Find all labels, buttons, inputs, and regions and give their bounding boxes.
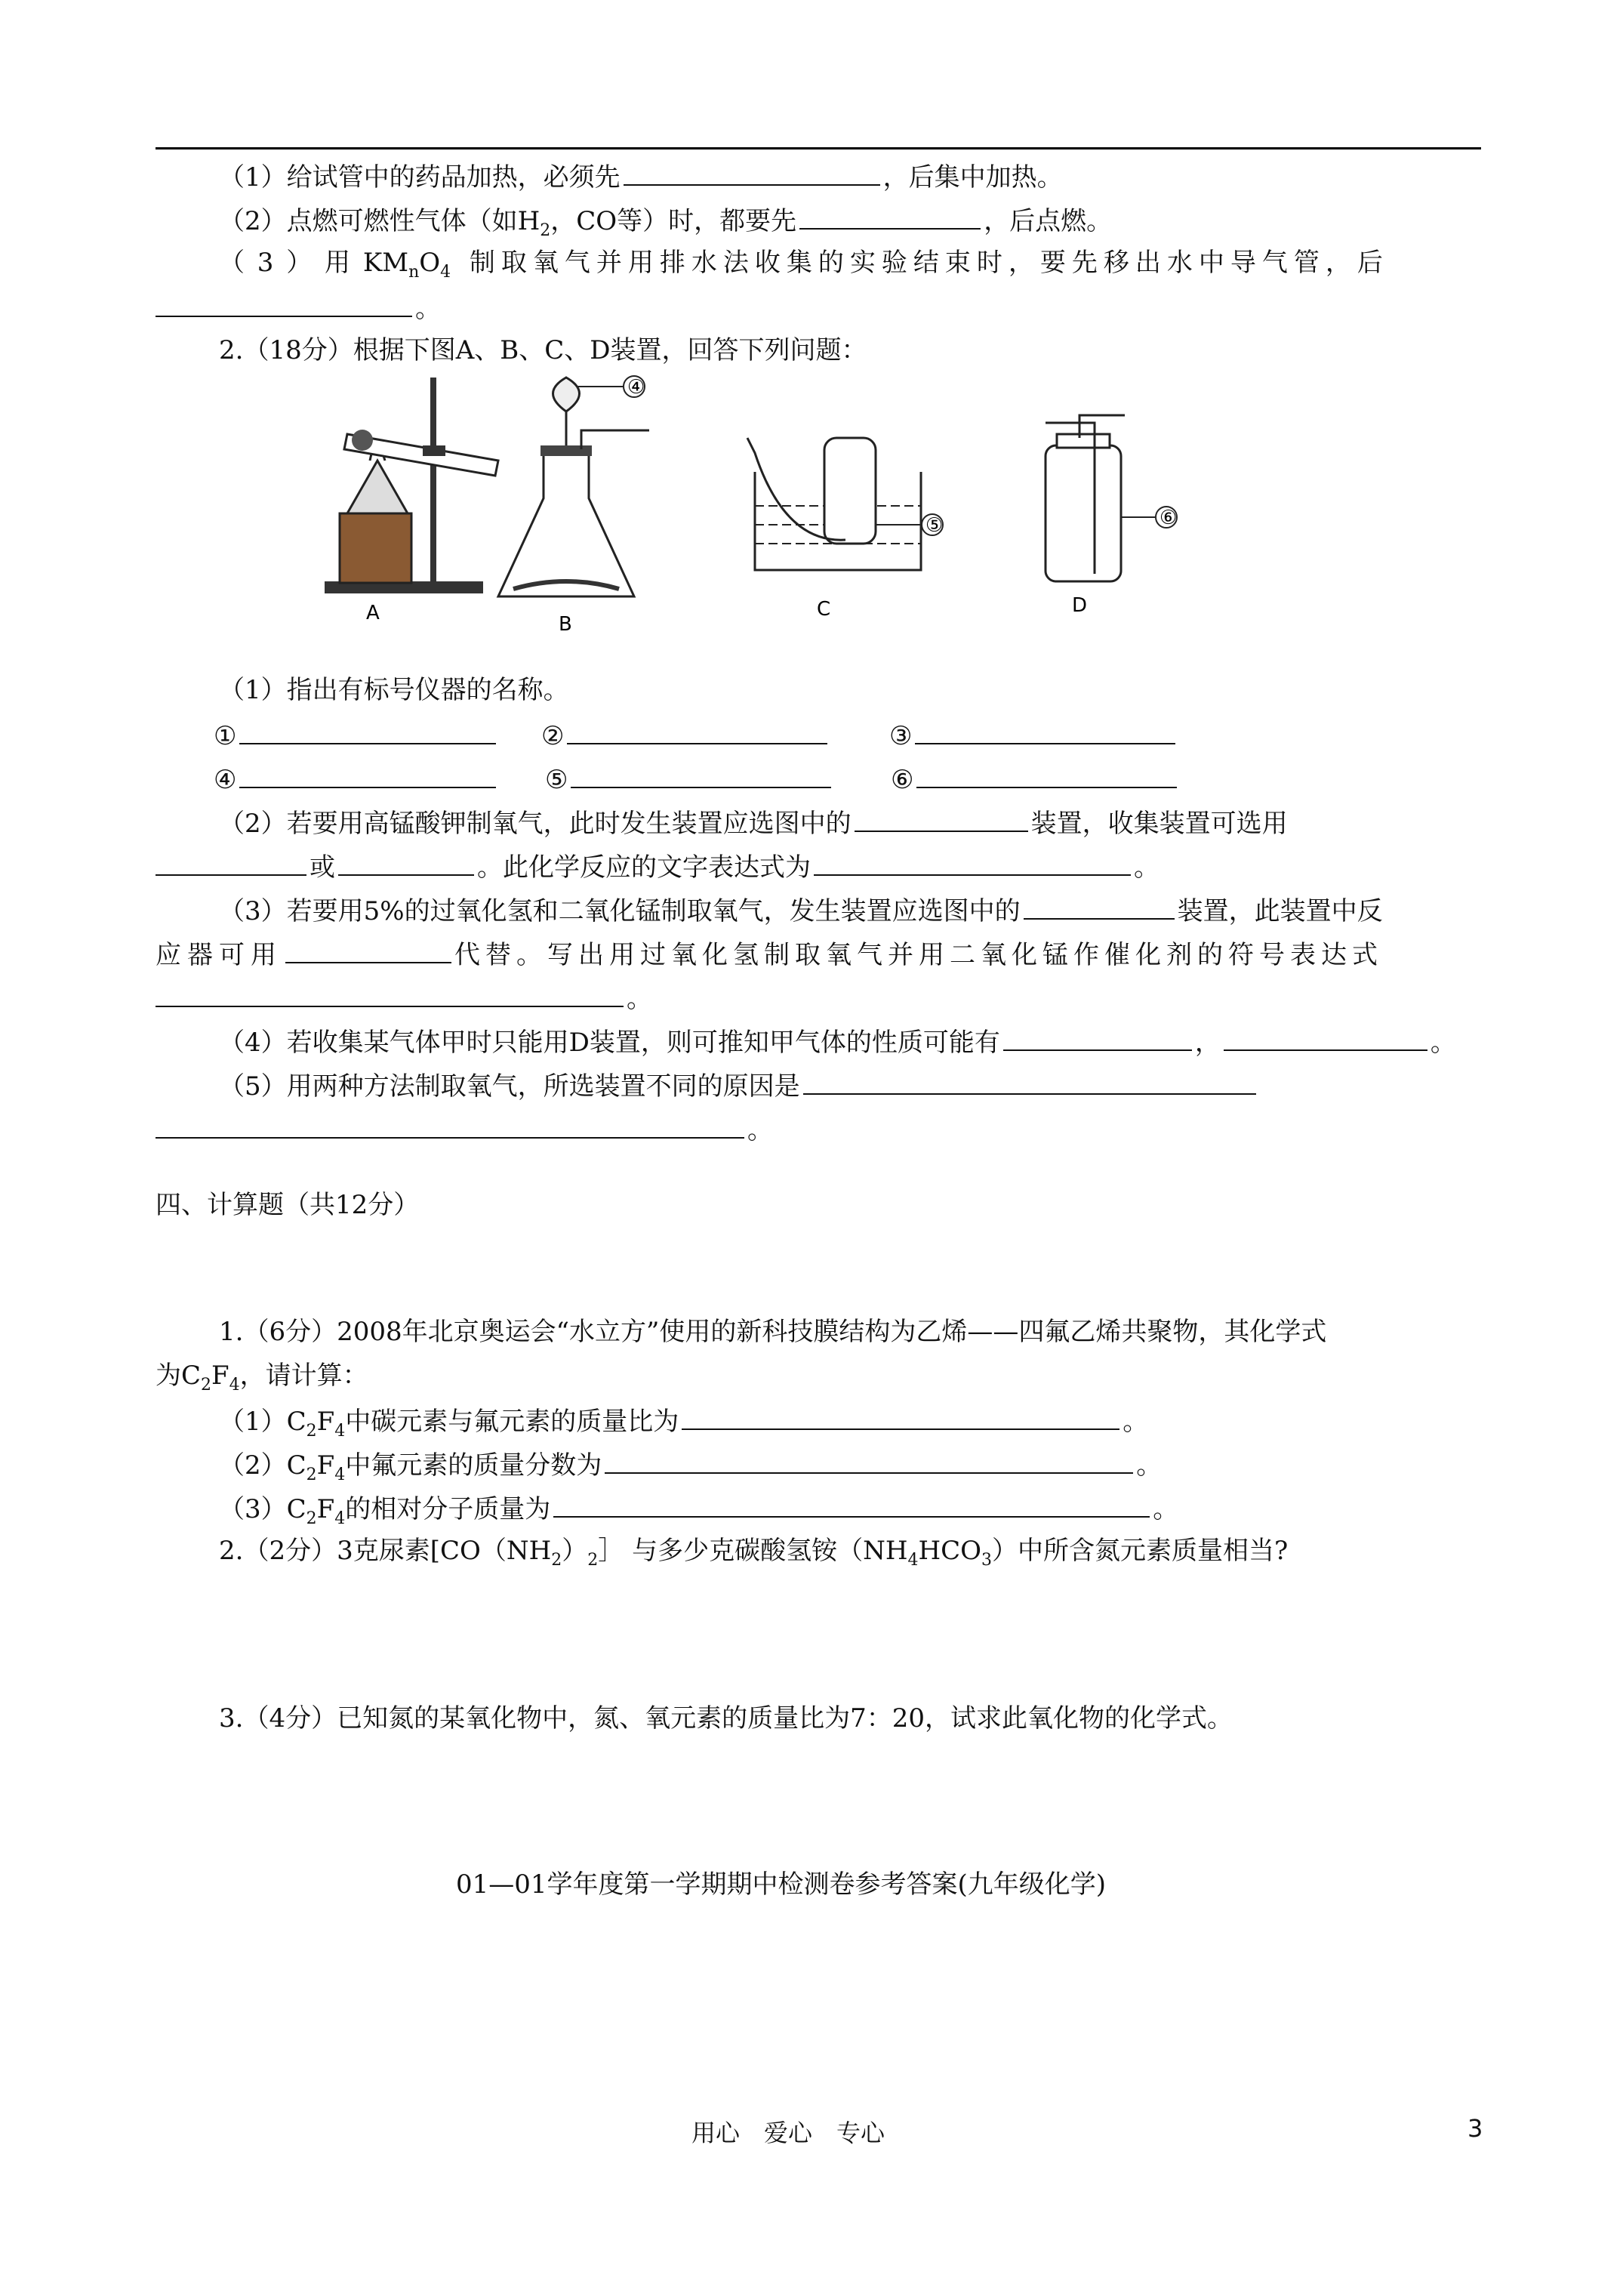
mark: ② [541, 721, 565, 751]
answer-blank[interactable] [1003, 1024, 1192, 1051]
subquestion-2-cont [156, 849, 1160, 884]
text: 。 [415, 294, 441, 324]
subscript: 4 [334, 1465, 346, 1484]
text: ， [1194, 1028, 1221, 1058]
subscript: 4 [334, 1421, 346, 1441]
rubber-stopper [540, 445, 592, 456]
text: F [211, 1361, 229, 1391]
apparatus-figure [317, 362, 1208, 642]
answer-blank[interactable] [285, 936, 451, 963]
stand-rod [430, 378, 436, 583]
subquestion-2 [219, 805, 1288, 840]
blank-row-1b [541, 717, 830, 753]
text: 。 [1430, 1028, 1456, 1058]
subscript: 2 [201, 1375, 212, 1395]
subscript: 2 [540, 220, 551, 240]
text: （3）C [219, 1494, 306, 1524]
text: HCO [918, 1536, 982, 1566]
text: 装置，收集装置可选用 [1030, 809, 1288, 839]
subquestion-3 [219, 892, 1383, 928]
question-line [219, 202, 1112, 248]
label-c: C [817, 598, 831, 621]
text: （3）若要用5%的过氧化氢和二氧化锰制取氧气，发生装置应选图中的 [219, 896, 1021, 926]
apparatus-d [1046, 415, 1177, 617]
text: ，请计算： [239, 1361, 368, 1391]
subscript: n [408, 262, 420, 282]
label-d: D [1072, 594, 1088, 617]
question-line [219, 159, 1063, 194]
text: 中氟元素的质量分数为 [345, 1450, 602, 1481]
stopper [352, 430, 373, 451]
calc-q1: 1.（6分）2008年北京奥运会“水立方”使用的新科技膜结构为乙烯——四氟乙烯共聚物，其化学式 [219, 1317, 1327, 1347]
footer-motto: 用心 爱心 专心 [691, 2119, 885, 2147]
text: 制取氧气并用排水法收集的实验结束时，要先移出水中导气管，后 [451, 248, 1389, 278]
text: 。 [747, 1115, 773, 1145]
answer-blank[interactable] [156, 980, 624, 1007]
text: 中碳元素与氟元素的质量比为 [345, 1407, 679, 1437]
calc-q3: 3.（4分）已知氮的某氧化物中，氮、氧元素的质量比为7：20，试求此氧化物的化学式。 [219, 1703, 1233, 1734]
text: F [316, 1494, 335, 1524]
question-line [156, 290, 441, 325]
question-line [219, 246, 1389, 289]
text: 或 [310, 852, 335, 883]
gas-bottle [824, 438, 876, 544]
text: 应器可用 [156, 940, 282, 970]
alcohol-lamp [347, 461, 408, 513]
blank-row-1c [889, 717, 1178, 753]
text: 。 [627, 984, 652, 1014]
q2-intro: 2.（18分）根据下图A、B、C、D装置，回答下列问题： [219, 335, 867, 365]
text: F [316, 1450, 335, 1481]
subscript: 2 [306, 1421, 317, 1441]
answer-blank[interactable] [814, 849, 1131, 876]
answer-blank[interactable] [553, 1490, 1150, 1518]
subscript: 4 [440, 262, 451, 282]
answer-key-title: 01—01学年度第一学期期中检测卷参考答案(九年级化学) [456, 1869, 1107, 1900]
text: 。 [1123, 1407, 1149, 1437]
blank-row-2 [214, 761, 499, 797]
text: （2）若要用高锰酸钾制氧气，此时发生装置应选图中的 [219, 809, 852, 839]
text: 。 [1134, 852, 1160, 883]
blank-row-2b [545, 761, 834, 797]
subscript: 2 [306, 1509, 317, 1528]
subquestion-1: （1）指出有标号仪器的名称。 [219, 675, 569, 705]
text: ，CO等）时，都要先 [550, 206, 797, 236]
collecting-bottle [1046, 445, 1121, 581]
text: （2）点燃可燃性气体（如H [219, 206, 540, 236]
mark: ④ [214, 765, 237, 795]
marker-6-label: ⑥ [1160, 507, 1178, 529]
text: O [419, 248, 441, 278]
text: ）中所含氮元素质量相当? [992, 1536, 1289, 1566]
answer-blank[interactable] [799, 202, 981, 230]
section-heading: 四、计算题（共12分） [156, 1190, 420, 1220]
text: （4）若收集某气体甲时只能用D装置，则可推知甲气体的性质可能有 [219, 1028, 1000, 1058]
text: （ 3 ） 用 KM [219, 248, 409, 278]
apparatus-b [498, 376, 649, 636]
text: （1）C [219, 1407, 306, 1437]
text: 。 [1136, 1450, 1163, 1481]
mark: ⑤ [545, 765, 568, 795]
answer-blank[interactable] [567, 717, 827, 744]
mark: ① [214, 721, 237, 751]
text: （2）C [219, 1450, 306, 1481]
text: ，后集中加热。 [882, 162, 1063, 193]
answer-blank[interactable] [571, 761, 831, 788]
subquestion-4 [219, 1024, 1456, 1059]
text: ］ 与多少克碳酸氢铵（NH [598, 1536, 908, 1566]
subquestion-3-end [156, 980, 652, 1015]
answer-blank[interactable] [239, 717, 496, 744]
mark: ③ [889, 721, 913, 751]
apparatus-a [325, 378, 498, 624]
calc-q1-cont [156, 1359, 368, 1402]
text: 为C [156, 1361, 202, 1391]
page-number: 3 [1467, 2114, 1483, 2143]
subquestion-3-cont [156, 936, 1383, 972]
calc-q2 [219, 1534, 1288, 1577]
label-b: B [559, 613, 572, 636]
clamp [423, 445, 445, 456]
subscript: 4 [907, 1550, 919, 1570]
answer-blank[interactable] [1024, 892, 1175, 920]
mark: ⑥ [891, 765, 914, 795]
text: 代替。写出用过氧化氢制取氧气并用二氧化锰作催化剂的符号表达式 [454, 940, 1383, 970]
marker-4-label: ④ [627, 376, 645, 399]
answer-blank[interactable] [156, 849, 306, 876]
calc-q1-part1 [219, 1403, 1148, 1448]
subscript: 4 [334, 1509, 346, 1528]
answer-blank[interactable] [156, 290, 412, 317]
answer-blank[interactable] [916, 761, 1177, 788]
answer-blank[interactable] [338, 849, 474, 876]
text: 。 [1153, 1494, 1179, 1524]
header-rule [156, 147, 1481, 149]
subscript: 2 [306, 1465, 317, 1484]
text: （1）给试管中的药品加热，必须先 [219, 162, 621, 193]
blank-row-2c [891, 761, 1180, 797]
marker-5-label: ⑤ [925, 514, 944, 537]
answer-blank[interactable] [156, 1111, 744, 1139]
text: 2.（2分）3克尿素[CO（NH [219, 1536, 552, 1566]
wooden-block [340, 513, 411, 583]
apparatus-c [747, 438, 943, 621]
subscript: 2 [551, 1550, 562, 1570]
subquestion-5 [219, 1068, 1259, 1103]
calc-q1-part3 [219, 1490, 1178, 1536]
calc-q1-part2 [219, 1447, 1162, 1492]
text: ） [562, 1536, 588, 1566]
text: 装置，此装置中反 [1177, 896, 1383, 926]
answer-blank[interactable] [1224, 1024, 1427, 1051]
conical-flask [498, 453, 634, 596]
text: ，后点燃。 [984, 206, 1113, 236]
text: F [316, 1407, 335, 1437]
subscript: 4 [229, 1375, 240, 1395]
text: 。此化学反应的文字表达式为 [477, 852, 811, 883]
answer-blank[interactable] [605, 1447, 1133, 1474]
separatory-funnel [553, 378, 580, 411]
text: （5）用两种方法制取氧气，所选装置不同的原因是 [219, 1071, 800, 1102]
label-a: A [366, 602, 380, 624]
blank-row-1 [214, 717, 499, 753]
answer-blank[interactable] [803, 1068, 1256, 1095]
answer-blank[interactable] [682, 1403, 1119, 1430]
answer-blank[interactable] [855, 805, 1028, 832]
answer-blank[interactable] [915, 717, 1175, 744]
answer-blank[interactable] [239, 761, 496, 788]
subscript: 2 [587, 1550, 599, 1570]
answer-blank[interactable] [624, 159, 880, 186]
subquestion-5-cont [156, 1111, 773, 1147]
subscript: 3 [981, 1550, 993, 1570]
text: 的相对分子质量为 [345, 1494, 551, 1524]
